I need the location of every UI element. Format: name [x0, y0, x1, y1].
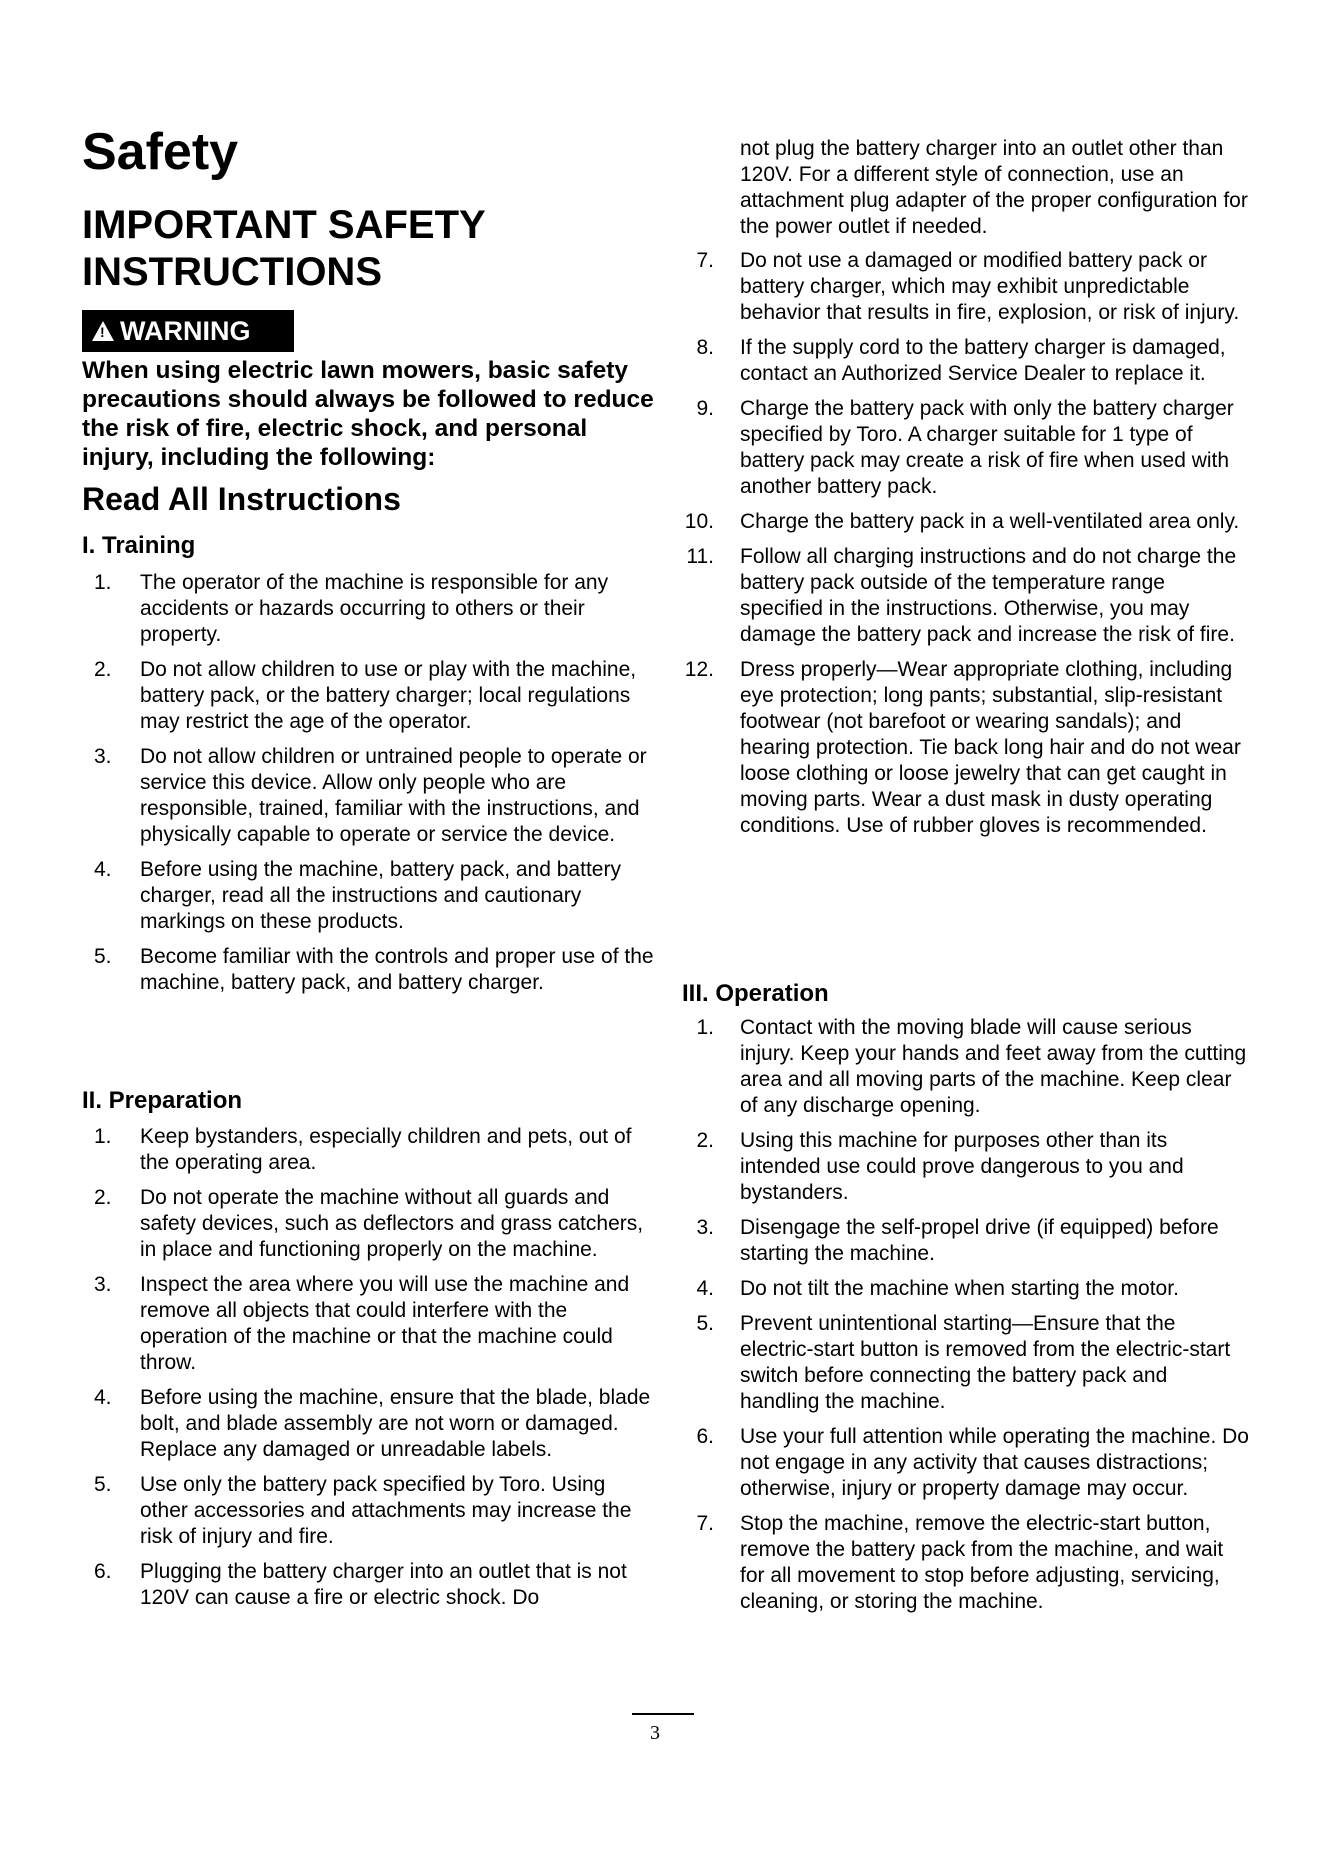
list-item — [82, 744, 654, 848]
item-text: Stop the machine, remove the electric-start button, remove the battery pack from the machine, and wait for all movement to stop before adjusting, servicing, cleaning, or storing the machine. — [740, 1512, 1224, 1613]
read-instructions-heading: Read All Instructions — [82, 481, 401, 517]
item-text: Use your full attention while operating the machine. Do not engage in any activity that causes distractions; otherwise, injury or property damage may occur. — [740, 1425, 1249, 1500]
list-item — [82, 944, 654, 996]
list-item — [82, 657, 654, 735]
item-number: 1. — [696, 1016, 714, 1039]
list-item — [682, 1311, 1252, 1415]
item-number: 5. — [696, 1312, 714, 1335]
item-text: Do not allow children or untrained people to operate or service this device. Allow only people who are responsible, trained, familiar with the instructions, and physically capable to operate or service the device. — [140, 745, 647, 846]
item-text: Plugging the battery charger into an outlet that is not 120V can cause a fire or electric shock. Do — [140, 1560, 627, 1609]
list-item — [82, 1272, 654, 1376]
list-item — [82, 1185, 654, 1263]
item-text: Do not use a damaged or modified battery pack or battery charger, which may exhibit unpredictable behavior that results in fire, explosion, or risk of injury. — [740, 249, 1240, 324]
item-number: 2. — [696, 1129, 714, 1152]
item-number: 1. — [94, 1125, 112, 1148]
list-item — [82, 1124, 654, 1176]
item-number: 7. — [696, 1512, 714, 1535]
item-number: 12. — [684, 658, 714, 681]
operation-heading: III. Operation — [682, 980, 829, 1007]
item-text: Dress properly—Wear appropriate clothing, including eye protection; long pants; substantial, slip-resistant footwear (not barefoot or wearing sandals); and hearing protection. Tie back long hair and do not wear loose clothing or loose jewelry that can get caught in moving parts. Wear a dust mask in dusty operating conditions. Use of rubber gloves is recommended. — [740, 658, 1241, 837]
preparation-continuation: not plug the battery charger into an outlet other than 120V. For a different style of connection, use an attachment plug adapter of the proper configuration for the power outlet if needed. — [740, 137, 1248, 238]
item-number: 4. — [696, 1277, 714, 1300]
list-item — [82, 857, 654, 935]
list-item — [682, 1215, 1252, 1267]
item-text: Prevent unintentional starting—Ensure that the electric-start button is removed from the electric-start switch before connecting the battery pack and handling the machine. — [740, 1312, 1231, 1413]
list-item — [682, 396, 1252, 500]
item-number: 3. — [696, 1216, 714, 1239]
list-item — [82, 570, 654, 648]
item-number: 5. — [94, 945, 112, 968]
item-number: 5. — [94, 1473, 112, 1496]
page-title: Safety — [82, 123, 239, 181]
item-text: Charge the battery pack with only the battery charger specified by Toro. A charger suitable for 1 type of battery pack may create a risk of fire when used with another battery pack. — [740, 397, 1234, 498]
item-text: Inspect the area where you will use the machine and remove all objects that could interfere with the operation of the machine or that the machine could throw. — [140, 1273, 630, 1374]
item-number: 11. — [686, 545, 714, 568]
item-text: Before using the machine, ensure that the blade, blade bolt, and blade assembly are not worn or damaged. Replace any damaged or unreadable labels. — [140, 1386, 651, 1461]
item-text: The operator of the machine is responsible for any accidents or hazards occurring to others or their property. — [140, 571, 609, 646]
item-number: 3. — [94, 745, 112, 768]
preparation-list — [82, 1124, 654, 1620]
item-text: If the supply cord to the battery charger is damaged, contact an Authorized Service Dealer to replace it. — [740, 336, 1226, 385]
item-text: Disengage the self-propel drive (if equipped) before starting the machine. — [740, 1216, 1219, 1265]
list-item — [82, 1559, 654, 1611]
item-number: 2. — [94, 1186, 112, 1209]
list-item — [682, 657, 1252, 839]
list-item — [682, 1015, 1252, 1119]
operation-list — [682, 1015, 1252, 1624]
preparation-heading: II. Preparation — [82, 1087, 243, 1114]
item-text: Do not tilt the machine when starting the motor. — [740, 1277, 1179, 1300]
list-item — [682, 1511, 1252, 1615]
item-text: Do not allow children to use or play with the machine, battery pack, or the battery charger; local regulations may restrict the age of the operator. — [140, 658, 637, 733]
item-number: 6. — [94, 1560, 112, 1583]
training-list — [82, 570, 654, 1005]
item-number: 7. — [696, 249, 714, 272]
list-item — [682, 509, 1252, 535]
item-text: Do not operate the machine without all guards and safety devices, such as deflectors and grass catchers, in place and functioning properly on the machine. — [140, 1186, 644, 1261]
warning-banner — [82, 310, 294, 352]
item-number: 1. — [94, 571, 112, 594]
warning-icon: ! — [92, 321, 114, 341]
item-text: Use only the battery pack specified by Toro. Using other accessories and attachments may increase the risk of injury and fire. — [140, 1473, 632, 1548]
item-text: Become familiar with the controls and proper use of the machine, battery pack, and battery charger. — [140, 945, 654, 994]
warning-label: WARNING — [120, 316, 251, 346]
list-item — [82, 1472, 654, 1550]
list-item — [682, 335, 1252, 387]
item-number: 6. — [696, 1425, 714, 1448]
item-number: 3. — [94, 1273, 112, 1296]
list-item — [682, 1276, 1252, 1302]
item-number: 2. — [94, 658, 112, 681]
section-title: IMPORTANT SAFETY INSTRUCTIONS — [82, 203, 485, 294]
list-item — [682, 544, 1252, 648]
item-text: Contact with the moving blade will cause serious injury. Keep your hands and feet away from the cutting area and all moving parts of the machine. Keep clear of any discharge opening. — [740, 1016, 1247, 1117]
item-number: 4. — [94, 858, 112, 881]
item-text: Charge the battery pack in a well-ventilated area only. — [740, 510, 1240, 533]
item-number: 8. — [696, 336, 714, 359]
list-item — [682, 1128, 1252, 1206]
item-number: 10. — [684, 510, 714, 533]
list-item — [682, 248, 1252, 326]
preparation-list-continued — [682, 248, 1252, 848]
item-text: Follow all charging instructions and do not charge the battery pack outside of the temperature range specified in the instructions. Otherwise, you may damage the battery pack and increase the risk of fire. — [740, 545, 1237, 646]
item-number: 9. — [696, 397, 714, 420]
warning-intro: When using electric lawn mowers, basic safety precautions should always be followed to reduce the risk of fire, electric shock, and personal injury, including the following: — [82, 357, 654, 471]
item-text: Using this machine for purposes other than its intended use could prove dangerous to you and bystanders. — [740, 1129, 1184, 1204]
item-text: Keep bystanders, especially children and pets, out of the operating area. — [140, 1125, 632, 1174]
training-heading: I. Training — [82, 532, 196, 559]
footer-rule — [632, 1713, 694, 1715]
item-number: 4. — [94, 1386, 112, 1409]
page-number: 3 — [650, 1722, 660, 1744]
list-item — [82, 1385, 654, 1463]
list-item — [682, 1424, 1252, 1502]
item-text: Before using the machine, battery pack, and battery charger, read all the instructions and cautionary markings on these products. — [140, 858, 621, 933]
